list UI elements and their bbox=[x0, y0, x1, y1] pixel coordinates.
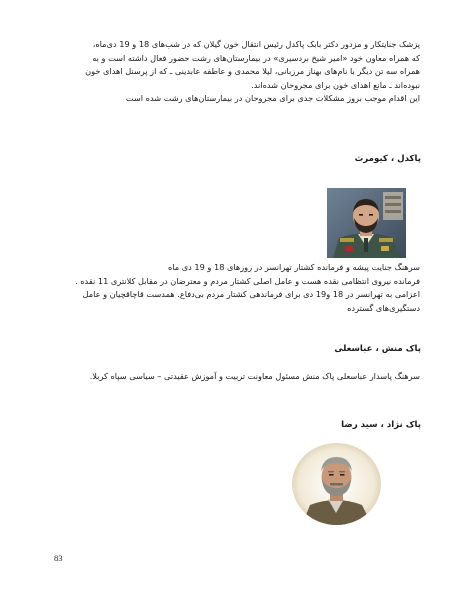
section-line: سرهنگ پاسدار عباسعلی پاک منش مسئول معاونت تربیت و آموزش عقیدتی – سیاسی سپاه کربلا. bbox=[89, 371, 420, 381]
section-paragraph-pakmanesh-abbasali bbox=[58, 370, 420, 384]
section-paragraph-pakdel-kiumars bbox=[58, 261, 420, 315]
section-line: فرمانده نیروی انتظامی نقده هست و عامل اصلی کشتار مردم و معترضان در مقابل کلانتری 11 نقده . bbox=[75, 275, 420, 286]
intro-line: همراه سه تن دیگر با نام‌های بهناز مرزبانی، لیلا محمدی و عاطفه عابدینی ـ که از پرسنل اهدای خون bbox=[85, 66, 420, 76]
section-line: اعزامی به تهرانسر در 18 و19 دی برای فرماندهی کشتار مردم بی‌دفاع. همدست قاچاقچیان و عامل bbox=[82, 289, 420, 299]
section-line: سرهنگ جنایت پیشه و فرمانده کشتار تهرانسر در روزهای 18 و 19 دی ماه bbox=[167, 262, 420, 272]
section-heading-paknejad-seyed-reza: پاک نژاد ، سید رضا bbox=[341, 420, 421, 430]
intro-line: این اقدام موجب بروز مشکلات جدی برای مجروحان در بیمارستان‌های رشت شده است bbox=[125, 93, 420, 103]
page-number: 83 bbox=[54, 553, 63, 563]
intro-line: پزشک جنایتکار و مزدور دکتر بابک پاکدل رئیس انتقال خون گیلان که در شب‌های 18 و 19 دی‌ماه، bbox=[92, 39, 420, 49]
section-heading-pakdel-kiumars: پاکدل ، کیومرث bbox=[354, 154, 421, 164]
circular-portrait-image bbox=[292, 443, 381, 525]
officer-portrait-image bbox=[327, 188, 406, 258]
section-line: دستگیری‌های گسترده bbox=[347, 302, 420, 313]
section-heading-pakmanesh-abbasali: پاک منش ، عباسعلی bbox=[334, 344, 421, 354]
intro-line: که همراه معاون خود «امیر شیخ بردسیری» در بیمارستان‌های رشت حضور فعال داشته است و به bbox=[92, 52, 420, 63]
intro-line: نبوده‌اند ـ مانع اهدای خون برای مجروحان شده‌اند. bbox=[251, 79, 420, 90]
intro-paragraph bbox=[58, 38, 420, 106]
circular-portrait-photo bbox=[292, 443, 381, 525]
officer-portrait-photo bbox=[327, 188, 406, 258]
